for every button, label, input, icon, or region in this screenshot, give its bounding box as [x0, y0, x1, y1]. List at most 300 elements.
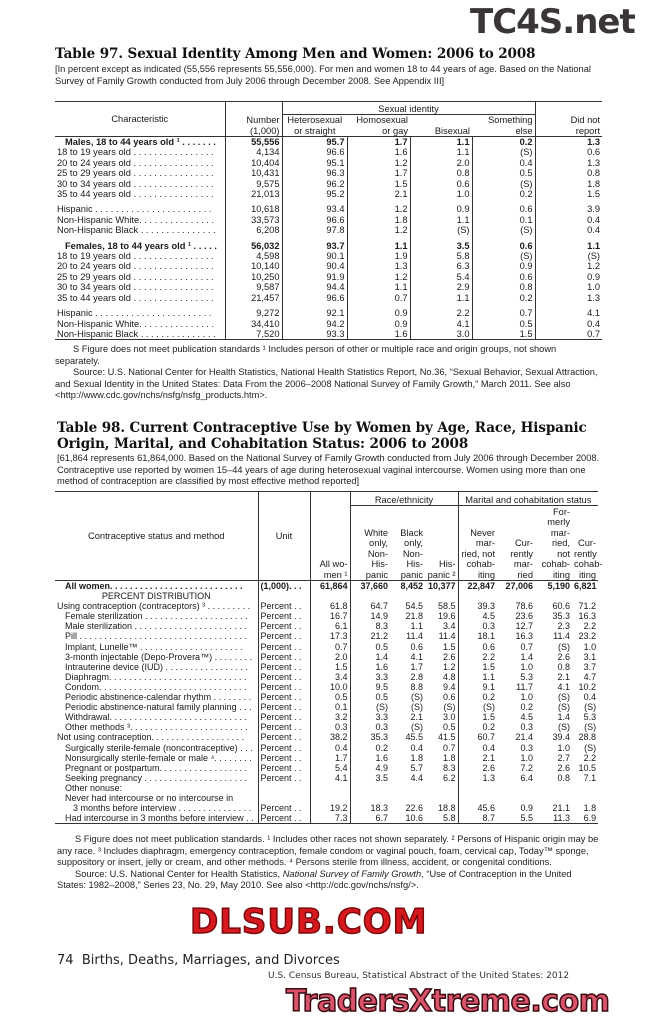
row-label: Male sterilization . . . . . . . . . . . . . . . . . . . . . . . [65, 621, 248, 632]
cell-value: 2.3 [557, 621, 571, 632]
row-unit: Percent . . [258, 743, 310, 753]
cell-value: 16.7 [310, 611, 350, 621]
row-label: Non-Hispanic White. . . . . . . . . . . . . . . [57, 214, 215, 225]
cell-value: 2.9 [410, 282, 472, 292]
cell-value: 1.2 [347, 204, 410, 214]
cell-value: 1.1 [410, 147, 472, 157]
col-formerly-married: For- merly mar- ried, not cohab- iting [541, 506, 571, 580]
cell-value: 37,660 [350, 581, 390, 592]
cell-value: 1.0 [520, 692, 534, 703]
cell-value: 97.8 [282, 225, 347, 235]
cell-value: 1.1 [410, 215, 472, 225]
table-97-source: Source: U.S. National Center for Health Statistics, National Health Statistics Report, No.36, “Sexual Behavior, Sexual Attraction, and Sexual Identity in the United States: Data From the 2006–2008 National Survey of Family Growth,” March 2011. See also <http://www.cdc.gov/nchs/nsfg/nsfg_products.htm>. [55, 367, 598, 400]
cell-value: 1.5 [587, 189, 601, 200]
cell-value: 0.4 [472, 158, 535, 168]
cell-value: 0.4 [587, 318, 601, 329]
dlsub-watermark: DLSUB.COM [190, 902, 428, 942]
row-label: 20 to 24 years old . . . . . . . . . . . . . . . . [57, 261, 214, 272]
cell-value: 10,140 [225, 261, 282, 271]
cell-value: 6.9 [583, 813, 597, 824]
cell-value: 96.6 [282, 147, 347, 157]
cell-value: 60.6 [552, 601, 571, 612]
cell-value: 0.4 [410, 742, 423, 753]
cell-value [458, 793, 497, 803]
table-row [55, 662, 598, 672]
cell-value: 18.3 [350, 803, 390, 813]
table-row [55, 581, 598, 592]
cell-value: 10,431 [225, 168, 282, 178]
cell-value: 3.3 [350, 672, 390, 682]
cell-value: 45.5 [405, 732, 423, 743]
cell-value: 2.1 [557, 671, 571, 682]
cell-value [310, 793, 350, 803]
table-row [55, 225, 602, 235]
cell-value: 33,573 [225, 215, 282, 225]
table-row [55, 261, 602, 271]
cell-value: 54.5 [405, 601, 423, 612]
cell-value: 5.8 [443, 813, 456, 824]
cell-value: 3.0 [443, 712, 456, 723]
cell-value [390, 793, 425, 803]
cell-value: 1.1 [410, 137, 472, 148]
cell-value: 35.3 [350, 732, 390, 742]
cell-value: 5.3 [583, 712, 597, 723]
cell-value: 9.4 [443, 681, 456, 692]
cell-value: 0.8 [410, 168, 472, 178]
cell-value: 0.7 [443, 742, 456, 753]
cell-value: (S) [587, 251, 601, 262]
row-label: Hispanic . . . . . . . . . . . . . . . . . . . . . . . [57, 308, 212, 319]
cell-value: 8.7 [458, 813, 497, 824]
cell-value: 0.7 [520, 641, 534, 652]
cell-value: 96.6 [282, 215, 347, 225]
cell-value: (S) [584, 702, 597, 713]
cell-value: 6.2 [443, 772, 456, 783]
row-label: Withdrawal. . . . . . . . . . . . . . . . . . . . . . . . . . . . [65, 712, 248, 723]
row-label: Diaphragm. . . . . . . . . . . . . . . . . . . . . . . . . . . . [65, 671, 247, 682]
cell-value: 6.3 [410, 261, 472, 271]
cell-value: 4.5 [520, 712, 534, 723]
cell-value: 19.2 [310, 803, 350, 813]
row-unit: Percent . . [258, 702, 310, 712]
cell-value: 3.5 [350, 773, 390, 783]
cell-value: 1.0 [520, 661, 534, 672]
table-row [55, 251, 602, 261]
cell-value: 0.3 [520, 722, 534, 733]
cell-value: 0.7 [310, 642, 350, 652]
cell-value [497, 783, 535, 793]
cell-value: 0.6 [472, 272, 535, 282]
cell-value: 21.2 [350, 631, 390, 641]
cell-value: 4,598 [225, 251, 282, 261]
cell-value: 94.2 [282, 319, 347, 329]
table-row [55, 702, 598, 712]
cell-value: 58.5 [438, 601, 456, 612]
cell-value: 4.1 [587, 308, 601, 319]
cell-value: 34,410 [225, 319, 282, 329]
cell-value: 1.6 [350, 753, 390, 763]
cell-value: 0.5 [472, 319, 535, 329]
table-row [55, 308, 602, 318]
table-row [55, 272, 602, 282]
cell-value: 11.7 [516, 681, 534, 692]
cell-value: 1.5 [458, 662, 497, 672]
cell-value: 2.0 [410, 158, 472, 168]
cell-value: 61,864 [310, 581, 350, 592]
cell-value: 0.3 [520, 742, 534, 753]
cell-value: 38.2 [310, 732, 350, 742]
row-label: All women. . . . . . . . . . . . . . . . . . . . . . . . . . . [65, 581, 243, 591]
cell-value: 61.8 [310, 601, 350, 611]
cell-value: 95.2 [282, 189, 347, 199]
row-label: Had intercourse in 3 months before interview . . [65, 813, 254, 824]
row-label: 18 to 19 years old . . . . . . . . . . . . . . . . [57, 147, 214, 158]
cell-value: 41.5 [438, 732, 456, 743]
cell-value: 0.6 [472, 204, 535, 214]
row-unit: Percent . . [258, 753, 310, 763]
cell-value: 9,587 [225, 282, 282, 292]
row-label: Periodic abstinence-calendar rhythm . . . . . . . . [65, 692, 252, 703]
row-unit: Percent . . [258, 803, 310, 813]
table-98-footnote: S Figure does not meet publication standards. ¹ Includes other races not shown separately. ² Persons of Hispanic origin may be any race. ³ Includes diaphragm, emergency contraception, female condom or vaginal pouch, foam, cervical cap, Today™ sponge, suppository or insert, jelly or cream, and other methods. ⁴ Persons sterile from illness, accident, or congenital conditions. [57, 834, 599, 867]
cell-value: 0.6 [410, 641, 423, 652]
table-97-footnote: S Figure does not meet publication standards ¹ Includes person of other or multiple race and origin groups, not shown separately. [55, 344, 557, 366]
cell-value: (S) [411, 722, 423, 733]
table-row [55, 179, 602, 189]
cell-value: 17.3 [310, 631, 350, 641]
table-row [55, 793, 598, 803]
col-number: Number (1,000) [225, 102, 282, 137]
cell-value: 1.0 [583, 641, 597, 652]
table-97-title: Table 97. Sexual Identity Among Men and Women: 2006 to 2008 [55, 46, 536, 62]
cell-value: 0.6 [458, 642, 497, 652]
table-row [55, 763, 598, 773]
cell-value: 3.5 [410, 241, 472, 251]
col-homosexual: Homosexual or gay [356, 115, 408, 136]
cell-value: 1.1 [410, 293, 472, 303]
cell-value: 39.4 [552, 732, 571, 743]
cell-value: 10.2 [578, 681, 597, 692]
row-unit: Percent . . [258, 642, 310, 652]
cell-value: 8.3 [443, 762, 456, 773]
group-race-ethnicity: Race/ethnicity [350, 492, 458, 506]
cell-value: 0.5 [472, 168, 535, 178]
cell-value: 0.5 [310, 692, 350, 702]
page-number: 74 [57, 953, 74, 968]
cell-value: 1.1 [347, 282, 410, 292]
cell-value: 0.8 [472, 282, 535, 292]
cell-value: 0.9 [520, 803, 534, 814]
cell-value: 96.3 [282, 168, 347, 178]
cell-value: 2.2 [583, 752, 597, 763]
section-label: PERCENT DISTRIBUTION [101, 591, 211, 602]
cell-value: 3.0 [410, 329, 472, 340]
cell-value: 1.6 [347, 147, 410, 157]
row-unit: Percent . . [258, 631, 310, 641]
cell-value [458, 783, 497, 793]
row-label: Using contraception (contraceptors) ³ . . . . . . . . . [57, 601, 251, 612]
cell-value: 21,013 [225, 189, 282, 199]
row-label: Implant, Lunelle™ . . . . . . . . . . . . . . . . . . . . . [65, 641, 243, 652]
cell-value: 1.3 [587, 137, 601, 147]
cell-value: 0.6 [587, 147, 601, 158]
cell-value: 3.4 [310, 672, 350, 682]
cell-value: 1.1 [347, 241, 410, 251]
cell-value: (S) [558, 702, 571, 713]
col-cohabiting: Cur- rently cohab- iting [574, 538, 603, 580]
row-label: Males, 18 to 44 years old ¹ . . . . . . . [65, 137, 216, 147]
row-unit: Percent . . [258, 813, 310, 824]
cell-value: 0.6 [472, 241, 535, 251]
cell-value: 23.2 [578, 631, 597, 642]
cell-value: 22,847 [458, 581, 497, 592]
cell-value: 0.2 [458, 722, 497, 732]
row-label: Condom. . . . . . . . . . . . . . . . . . . . . . . . . . . . . . [65, 681, 247, 692]
cell-value: 60.7 [458, 732, 497, 742]
cell-value: 4.7 [583, 671, 597, 682]
cell-value: 2.2 [583, 621, 597, 632]
cell-value: 0.2 [350, 743, 390, 753]
chapter-title: Births, Deaths, Marriages, and Divorces [81, 953, 340, 968]
cell-value: (S) [443, 702, 456, 713]
table-row [55, 189, 602, 199]
cell-value: 2.6 [557, 762, 571, 773]
cell-value: 7,520 [225, 329, 282, 340]
cell-value: 6,208 [225, 225, 282, 235]
cell-value: 1.0 [557, 742, 571, 753]
cell-value: 10,377 [428, 581, 456, 591]
cell-value: 0.1 [310, 702, 350, 712]
table-row [55, 722, 598, 732]
cell-value: 2.6 [557, 651, 571, 662]
cell-value: 16.3 [578, 611, 597, 622]
cell-value: 0.8 [557, 772, 571, 783]
cell-value: 1.5 [472, 329, 535, 340]
cell-value: 0.4 [583, 692, 597, 703]
row-unit: Percent . . [258, 672, 310, 682]
row-label: 25 to 29 years old . . . . . . . . . . . . . . . . [57, 168, 214, 179]
cell-value: 1.8 [587, 178, 601, 189]
cell-value: 1.2 [587, 261, 601, 272]
cell-value [310, 783, 350, 793]
cell-value: 1.2 [347, 158, 410, 168]
cell-value: 8,452 [400, 581, 423, 591]
cell-value: 1.6 [350, 662, 390, 672]
cell-value: 3.1 [583, 651, 597, 662]
row-label: 35 to 44 years old . . . . . . . . . . . . . . . . [57, 292, 214, 303]
table-row [55, 803, 598, 813]
cell-value: 0.5 [443, 722, 456, 733]
cell-value: 2.2 [458, 652, 497, 662]
row-unit: Percent . . [258, 712, 310, 722]
table-97-headnote: [In percent except as indicated (55,556 represents 55,556,000). For men and women 18 to 44 years of age. Based on the National Survey of Family Growth conducted from July 2006 through December 2008. See Appendix III] [55, 64, 591, 86]
col-hispanic: His- panic ² [427, 559, 456, 580]
table-row [55, 773, 598, 783]
cell-value: 0.5 [350, 692, 390, 702]
cell-value: 0.2 [472, 293, 535, 303]
cell-value: 10,250 [225, 272, 282, 282]
row-unit: Percent . . [258, 763, 310, 773]
cell-value: 4.9 [350, 763, 390, 773]
cell-value: 1.0 [520, 752, 534, 763]
table-row [55, 329, 602, 340]
cell-value: 1.5 [310, 662, 350, 672]
cell-value: 0.2 [472, 137, 535, 148]
cell-value: 21.8 [405, 611, 423, 622]
table-row [55, 652, 598, 662]
cell-value: 1.3 [587, 157, 601, 168]
cell-value: (S) [472, 225, 535, 235]
cell-value: 18.1 [458, 631, 497, 641]
cell-value: 39.3 [458, 601, 497, 611]
table-row [55, 611, 598, 621]
cell-value: 94.4 [282, 282, 347, 292]
table-row [55, 621, 598, 631]
row-label: Seeking pregnancy . . . . . . . . . . . . . . . . . . . . . [65, 772, 248, 783]
row-unit: Percent . . [258, 682, 310, 692]
row-unit: Percent . . [258, 652, 310, 662]
cell-value: 1.8 [347, 215, 410, 225]
col-all-women: All wo- men ¹ [310, 492, 350, 581]
cell-value: 1.0 [410, 189, 472, 199]
cell-value: 0.9 [472, 261, 535, 271]
row-unit: Percent . . [258, 773, 310, 783]
table-98-headnote: [61,864 represents 61,864,000. Based on the National Survey of Family Growth conducted from July 2006 through December 2008. Contraceptive use reported by women 15–44 years of age during heterosexual vaginal intercourse. Women using more than one method of contraception are classified by most effective method reported] [57, 453, 600, 486]
cell-value: 11.4 [553, 631, 571, 642]
cell-value: 4.1 [410, 651, 423, 662]
cell-value [425, 793, 458, 803]
col-black: Black only, Non- His- panic [400, 527, 423, 580]
cell-value: 4.4 [410, 772, 423, 783]
cell-value: 10.0 [310, 682, 350, 692]
cell-value: 90.1 [282, 251, 347, 261]
cell-value: 3.7 [583, 661, 597, 672]
row-label: Non-Hispanic Black . . . . . . . . . . . . . . . [57, 225, 216, 236]
cell-value: 21.4 [515, 732, 534, 743]
cell-value: 45.6 [458, 803, 497, 813]
cell-value: 6.4 [520, 772, 534, 783]
cell-value: 0.9 [587, 271, 601, 282]
table-row [55, 158, 602, 168]
group-sexual-identity: Sexual identity [282, 102, 535, 115]
table-98-source: Source: U.S. National Center for Health Statistics, National Survey of Family Growth, “Use of Contraception in the United States: 1982–2008,” Series 23, No. 29, May 2010. See also <http://cdc.gov/nchs/nsfg/>. [57, 868, 572, 890]
cell-value: 23.6 [515, 611, 534, 622]
cell-value: 2.1 [410, 712, 423, 723]
table-row [55, 293, 602, 303]
cell-value [572, 793, 598, 803]
table-row [55, 137, 602, 148]
table-row [55, 642, 598, 652]
cell-value: 0.1 [472, 215, 535, 225]
row-unit: Percent . . [258, 621, 310, 631]
cell-value: 9,575 [225, 179, 282, 189]
col-never-married: Never mar- ried, not cohab- iting [458, 506, 497, 581]
table-row [55, 813, 598, 824]
row-label: Nonsurgically sterile-female or male ⁴. . . . . . . . [65, 752, 252, 763]
cell-value: 7.2 [520, 762, 534, 773]
cell-value: (S) [558, 692, 571, 703]
cell-value: 1.6 [347, 329, 410, 340]
cell-value: (S) [472, 179, 535, 189]
row-unit: Percent . . [258, 732, 310, 742]
cell-value: 19.6 [438, 611, 456, 622]
table-row [55, 743, 598, 753]
cell-value: 0.9 [347, 319, 410, 329]
col-heterosexual: Heterosexual or straight [282, 115, 347, 137]
cell-value: 1.2 [347, 225, 410, 235]
cell-value: 5.4 [410, 272, 472, 282]
group-marital-status: Marital and cohabitation status [458, 492, 598, 506]
table-row [55, 319, 602, 329]
table-row [55, 682, 598, 692]
cell-value: 95.7 [282, 137, 347, 148]
cell-value: 9.5 [350, 682, 390, 692]
row-label: Other methods ³. . . . . . . . . . . . . . . . . . . . . . . . [65, 722, 248, 733]
table-98 [55, 491, 603, 824]
cell-value: (S) [472, 251, 535, 261]
col-unit: Unit [258, 492, 310, 581]
cell-value: 10,404 [225, 158, 282, 168]
row-label: 18 to 19 years old . . . . . . . . . . . . . . . . [57, 251, 214, 262]
cell-value: 3.4 [443, 621, 456, 632]
cell-value: 1.8 [410, 752, 423, 763]
cell-value: 71.2 [578, 601, 597, 612]
row-label: Other nonuse: [65, 782, 123, 793]
cell-value: 9.1 [458, 682, 497, 692]
cell-value: 12.7 [515, 621, 534, 632]
cell-value: 93.4 [282, 204, 347, 214]
cell-value: 0.8 [587, 168, 601, 179]
cell-value: 5.3 [520, 671, 534, 682]
row-label: 3 months before interview . . . . . . . . . . . . . . . [73, 803, 252, 814]
cell-value: 8.8 [410, 681, 423, 692]
cell-value [425, 783, 458, 793]
cell-value: 1.3 [458, 773, 497, 783]
cell-value: 5.8 [410, 251, 472, 261]
cell-value: 11.4 [438, 631, 456, 642]
cell-value: 1.3 [347, 261, 410, 271]
cell-value: 9,272 [225, 308, 282, 318]
cell-value: 4.1 [310, 773, 350, 783]
cell-value: 6,821 [574, 581, 597, 591]
cell-value: 1.7 [347, 137, 410, 148]
cell-value [572, 783, 598, 793]
cell-value: 0.4 [310, 743, 350, 753]
row-label: Surgically sterile-female (noncontraceptive) . . . [65, 742, 253, 753]
cell-value: 1.8 [443, 752, 456, 763]
cell-value: 2.6 [443, 651, 456, 662]
cell-value: (S) [411, 702, 423, 713]
cell-value: 4.1 [557, 681, 571, 692]
cell-value: 1.7 [347, 168, 410, 178]
cell-value: 35.3 [552, 611, 571, 622]
tradersxtreme-watermark: TradersXtreme.com [286, 984, 610, 1019]
cell-value: 93.7 [282, 241, 347, 251]
cell-value: 8.3 [350, 621, 390, 631]
cell-value: 0.7 [472, 308, 535, 318]
cell-value: 6.7 [350, 813, 390, 824]
cell-value: 0.3 [458, 621, 497, 631]
cell-value: 95.1 [282, 158, 347, 168]
cell-value: 0.6 [443, 692, 456, 703]
cell-value: 78.6 [515, 601, 534, 612]
row-label: 35 to 44 years old . . . . . . . . . . . . . . . . [57, 189, 214, 200]
cell-value: 2.6 [458, 763, 497, 773]
cell-value: (S) [410, 225, 472, 235]
cell-value: 5.7 [410, 762, 423, 773]
cell-value: 1.7 [410, 661, 423, 672]
cell-value: 1.7 [310, 753, 350, 763]
